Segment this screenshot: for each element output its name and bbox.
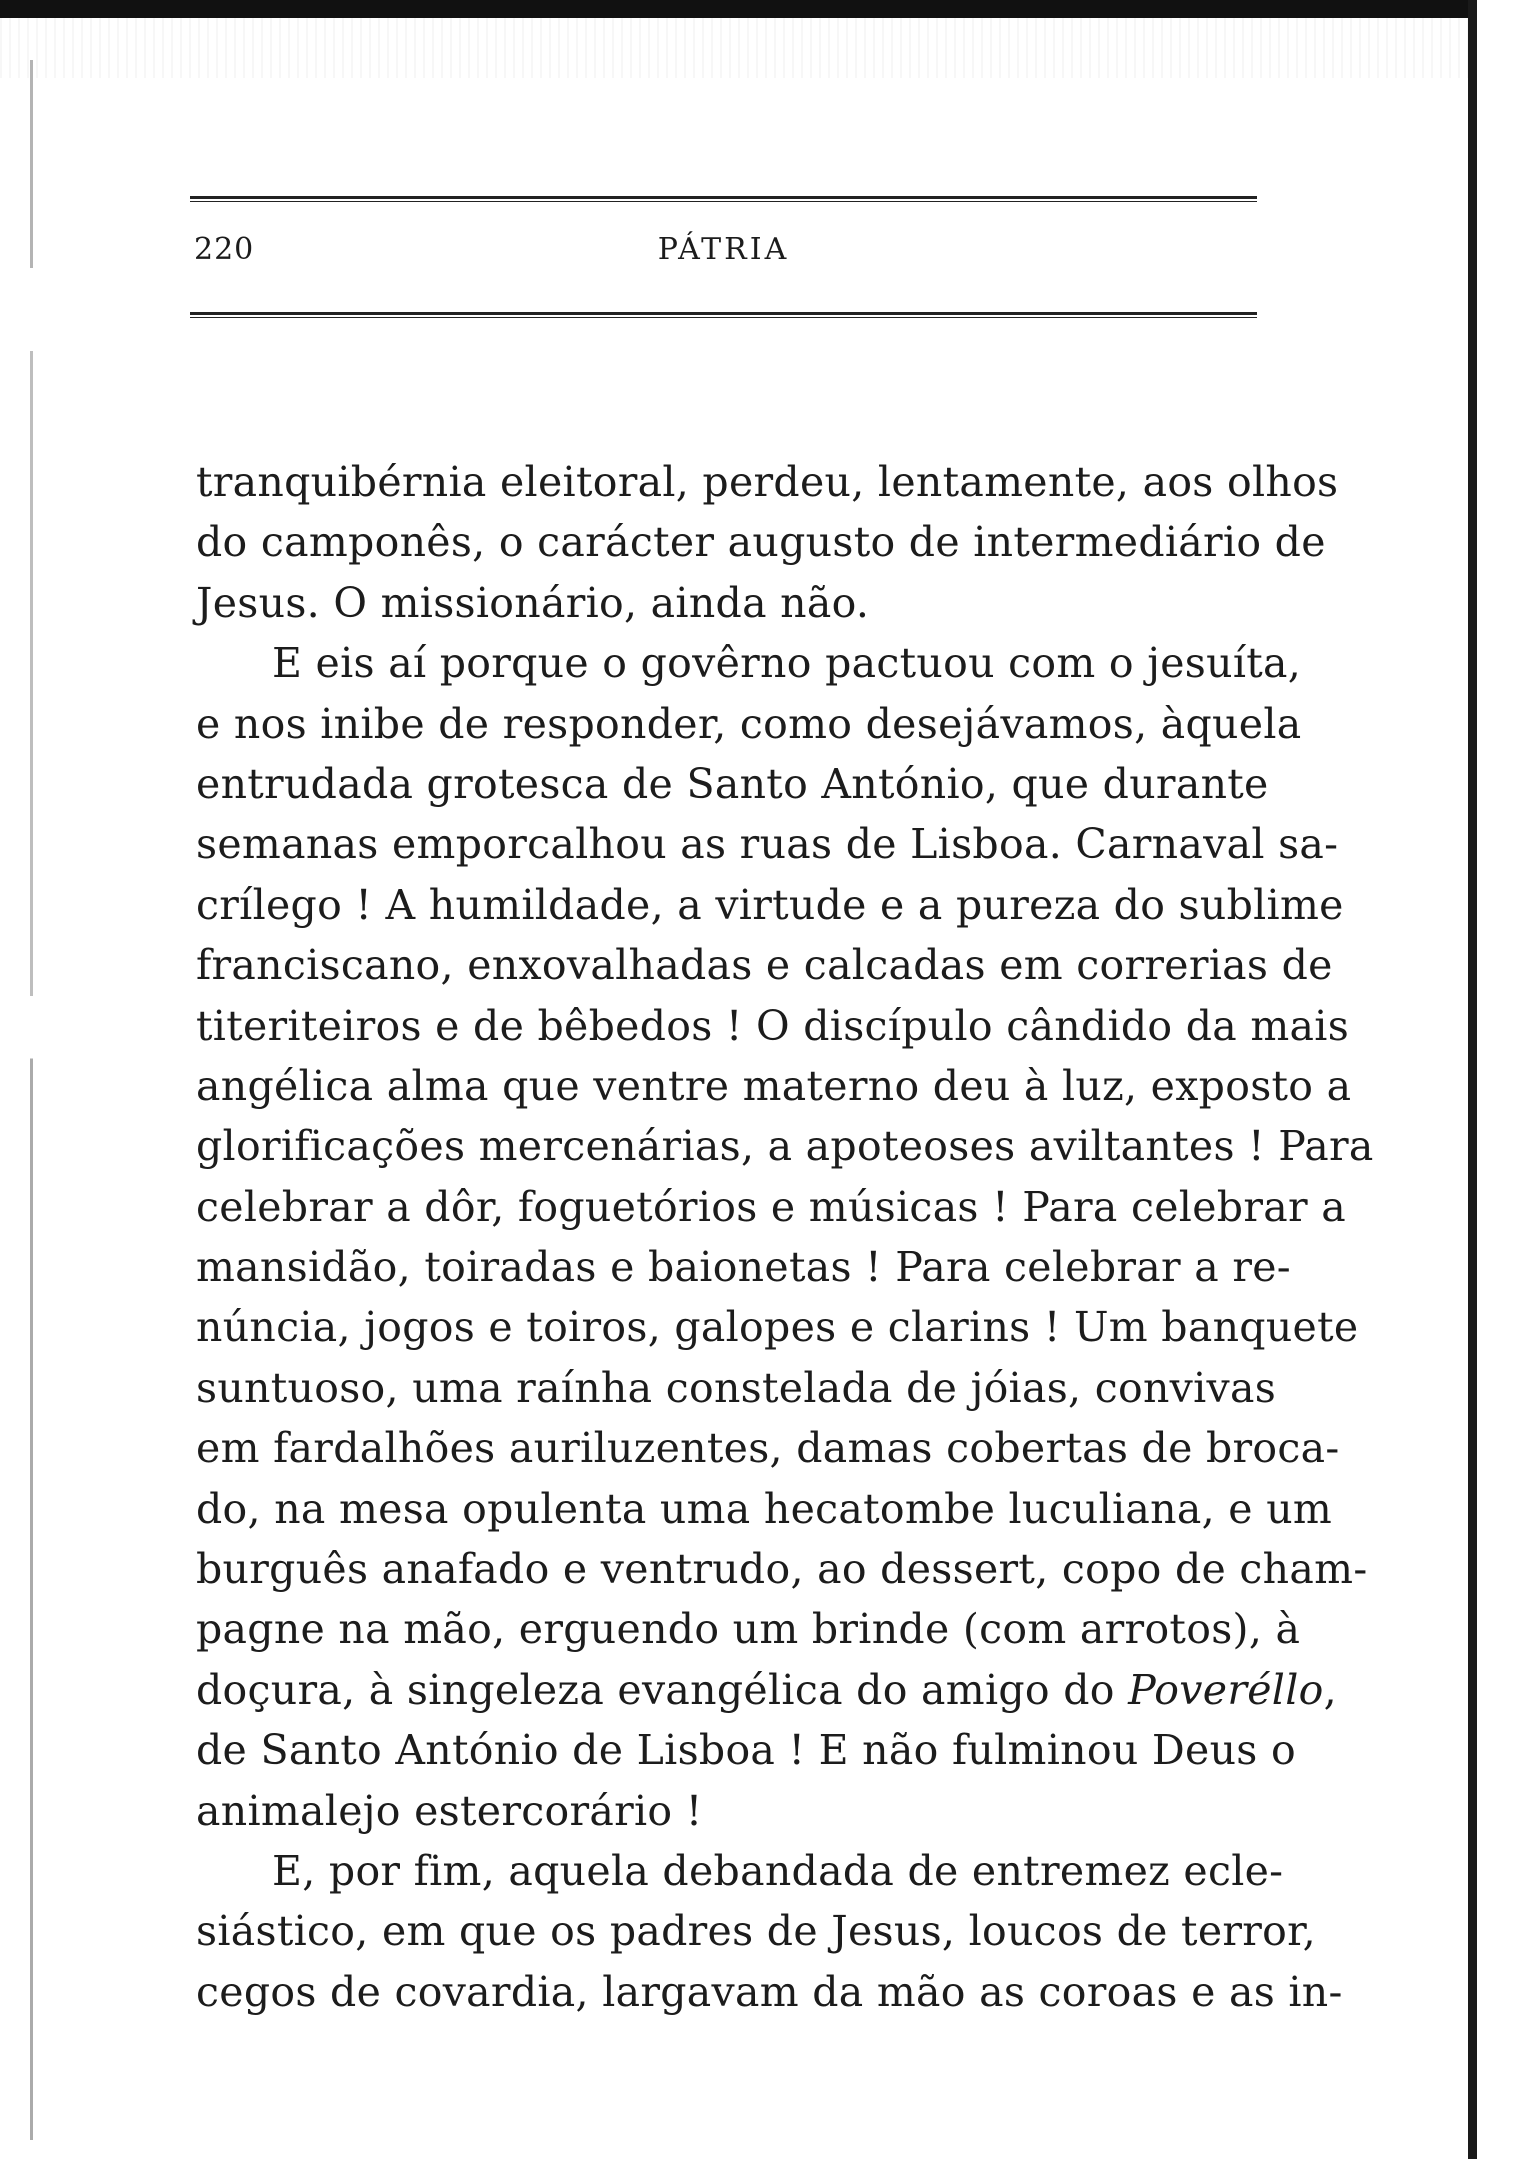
text-line: do camponês, o carácter augusto de intermediário de [196, 518, 1326, 567]
running-title: PÁTRIA [657, 232, 790, 267]
text-line: entrudada grotesca de Santo António, que durante [196, 759, 1269, 808]
text-line: animalejo estercorário ! [196, 1786, 703, 1835]
text-line: siástico, em que os padres de Jesus, loucos de terror, [196, 1907, 1316, 1956]
text-line: semanas emporcalhou as ruas de Lisboa. Carnaval sa- [196, 820, 1339, 869]
text-line: titeriteiros e de bêbedos ! O discípulo cândido da mais [196, 1001, 1350, 1050]
header-line [190, 202, 1257, 272]
text-line: suntuoso, uma raínha constelada de jóias, convivas [196, 1363, 1277, 1412]
text-line: glorificações mercenárias, a apoteoses aviltantes ! Para [196, 1122, 1374, 1171]
scan-noise [0, 18, 1470, 78]
text-line: E, por fim, aquela debandada de entremez ecle- [272, 1846, 1284, 1895]
header-bottom-rule [190, 312, 1257, 318]
text-line: mansidão, toiradas e baionetas ! Para celebrar a re- [196, 1243, 1291, 1292]
text-line: tranquibérnia eleitoral, perdeu, lentamente, aos olhos [196, 458, 1339, 506]
body-text [196, 452, 1374, 2022]
text-line: celebrar a dôr, foguetórios e músicas ! Para celebrar a [196, 1182, 1346, 1231]
text-line: do, na mesa opulenta uma hecatombe luculiana, e um [196, 1484, 1333, 1533]
text-line: doçura, à singeleza evangélica do amigo do Poveréllo, [196, 1665, 1337, 1714]
text-line: angélica alma que ventre materno deu à luz, exposto a [196, 1061, 1352, 1110]
text-line: crílego ! A humildade, a virtude e a pureza do sublime [196, 880, 1344, 929]
text-line: em fardalhões auriluzentes, damas cobertas de broca- [196, 1424, 1340, 1473]
text-line: núncia, jogos e toiros, galopes e clarins ! Um banquete [196, 1303, 1359, 1352]
italic-word: Poveréllo [1128, 1665, 1324, 1714]
page-number: 220 [194, 232, 255, 267]
text-line: pagne na mão, erguendo um brinde (com arrotos), à [196, 1605, 1301, 1654]
text-line: de Santo António de Lisboa ! E não fulminou Deus o [196, 1726, 1296, 1775]
scan-left-edge [30, 60, 33, 2140]
text-line: franciscano, enxovalhadas e calcadas em correrias de [196, 941, 1333, 990]
scan-right-edge [1468, 0, 1477, 2159]
text-line: cegos de covardia, largavam da mão as coroas e as in- [196, 1967, 1343, 2016]
text-line: Jesus. O missionário, ainda não. [196, 578, 870, 627]
text-line: e nos inibe de responder, como desejávamos, àquela [196, 699, 1302, 748]
scan-top-border [0, 0, 1470, 18]
page-header [190, 196, 1257, 318]
text-line: burguês anafado e ventrudo, ao dessert, copo de cham- [196, 1545, 1368, 1594]
text-line: E eis aí porque o govêrno pactuou com o jesuíta, [272, 639, 1302, 688]
